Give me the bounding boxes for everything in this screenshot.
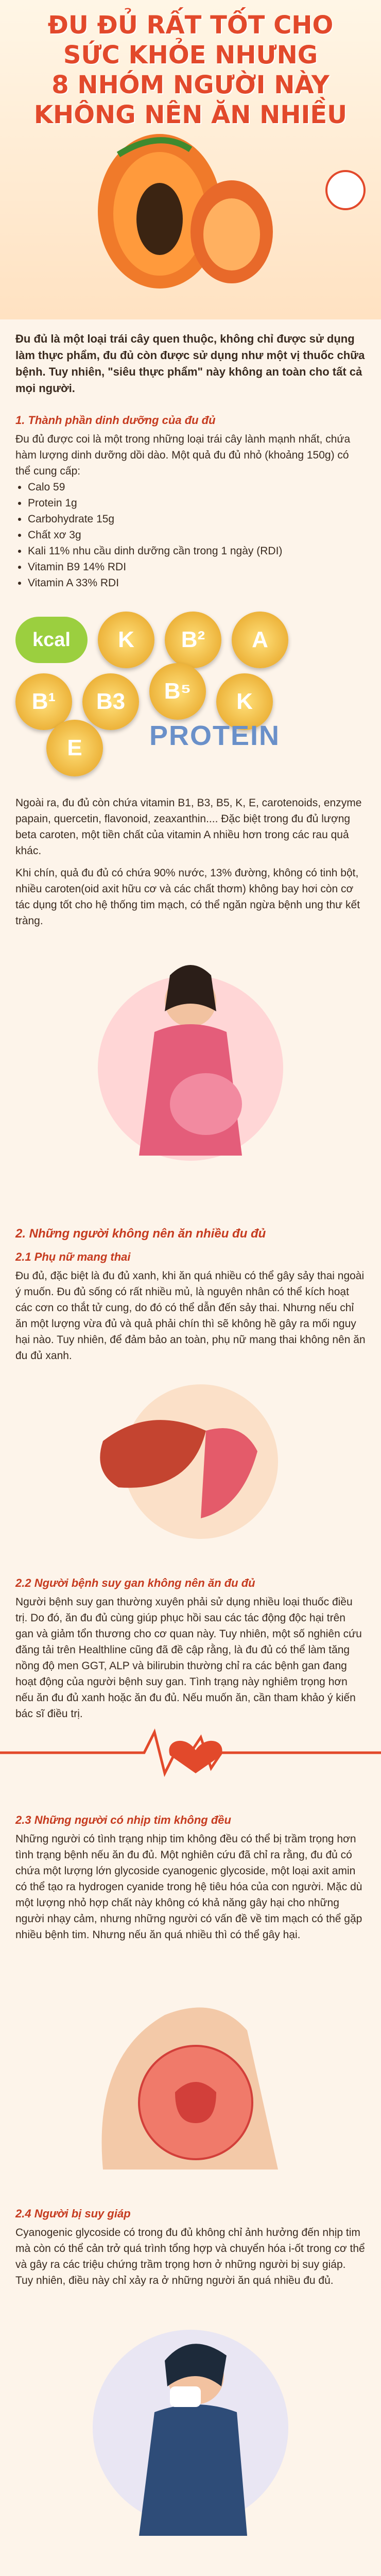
allergy-woman-illustration — [82, 2299, 299, 2556]
thyroid-illustration — [62, 1953, 319, 2180]
vitamin-badge: B¹ — [15, 673, 72, 730]
section-title: 1. Thành phần dinh dưỡng của đu đủ — [15, 414, 216, 427]
subsection-title: 2.2 Người bệnh suy gan không nên ăn đu đủ — [15, 1577, 255, 1589]
papaya-illustration — [57, 108, 324, 294]
intro-text: Đu đủ là một loại trái cây quen thuộc, không chỉ được sử dụng làm thực phẩm, đu đủ còn được sử dụng như một vị thuốc chữa bệnh. Tuy nhiên, "siêu thực phẩm" này không an toàn cho tất cả mọi người. — [15, 332, 365, 395]
vitamin-badge: K — [216, 673, 273, 730]
section-thyroid — [0, 2190, 381, 2289]
liver-illustration — [72, 1374, 309, 1549]
logo-seal — [325, 170, 366, 210]
title-line: KHÔNG NÊN ĂN NHIỀU — [33, 100, 348, 129]
vitamin-badge: A — [232, 612, 288, 668]
list-item: • Carbohydrate 15g — [28, 511, 366, 527]
vitamin-badge: B3 — [82, 673, 139, 730]
list-item: • Chất xơ 3g — [28, 527, 366, 543]
vitamin-badge: B² — [165, 612, 221, 668]
paragraph: Đu đủ được coi là một trong những loại trái cây lành mạnh nhất, chứa hàm lượng dinh dưỡng dồi dào. Một quả đu đủ nhỏ (khoảng 150g) có thể cung cấp: — [15, 433, 351, 477]
paragraph: Cyanogenic glycoside có trong đu đủ không chỉ ảnh hưởng đến nhịp tim mà còn có thể cản trở quá trình tổng hợp và chuyển hóa i-ốt trong cơ thể và gây ra các triệu chứng trầm trọng hơn ở những người bị suy giáp. Tuy nhiên, điều này chỉ xảy ra ở những người ăn quá nhiều đu đủ. — [15, 2227, 365, 2286]
section-nutrition-extra — [0, 787, 381, 929]
nutrition-list — [15, 479, 366, 591]
list-item: • Kali 11% nhu cầu dinh dưỡng cần trong 1 ngày (RDI) — [28, 543, 366, 559]
list-item: • Protein 1g — [28, 495, 366, 511]
paragraph: Khi chín, quả đu đủ có chứa 90% nước, 13% đường, không có tinh bột, nhiều caroten(oid axit hữu cơ và các chất thơm) không bay hơi còn cơ tác dụng tốt cho hệ thống tim mạch, có thể ngăn ngừa bệnh ung thư kết tràng. — [15, 867, 360, 927]
vitamin-badge: E — [46, 720, 103, 776]
title-line: ĐU ĐỦ RẤT TỐT CHO — [47, 11, 334, 40]
list-item: • Vitamin B9 14% RDI — [28, 559, 366, 575]
subsection-title: 2.3 Những người có nhịp tim không đều — [15, 1814, 231, 1826]
kcal-badge: kcal — [15, 617, 88, 663]
vitamin-badge: B⁵ — [149, 663, 206, 720]
paragraph: Đu đủ, đặc biệt là đu đủ xanh, khi ăn quá nhiều có thể gây sảy thai ngoài ý muốn. Đu đủ sống có rất nhiều mủ, là nguyên nhân có thể kích hoạt các cơn co thắt tử cung, do đó có thể dẫn đến sảy thai. Nhưng nếu chỉ ăn một lượng vừa đủ và quả phải chín thì sẽ không hề gây ra mối nguy hại nào. Tuy nhiên, để đảm bảo an toàn, phụ nữ mang thai không nên ăn đu đủ xanh. — [15, 1270, 366, 1362]
paragraph: Ngoài ra, đu đủ còn chứa vitamin B1, B3, B5, K, E, carotenoids, enzyme papain, quercetin, flavonoid, zeaxanthin.... Đặc biệt trong đu đủ lượng beta caroten, một tiền chất của vitamin A nhiều hơn trong các rau quả khác. — [15, 797, 362, 857]
subsection-title: 2.1 Phụ nữ mang thai — [15, 1250, 131, 1263]
section-people — [0, 1207, 381, 1364]
paragraph: Người bệnh suy gan thường xuyên phải sử dụng nhiều loại thuốc điều trị. Do đó, ăn đu đủ cùng giúp phục hồi sau các tác động độc hại trên gan và giảm tổn thương cho cơ quan này. Tuy nhiên, một số nghiên cứu đăng tải trên Healthline cũng đã đề cập rằng, là đu đủ có thể làm tăng nồng độ men GGT, ALP và bilirubin thường chỉ ra các bệnh gan đang hoạt động của người bệnh suy gan. Tình trạng này nghiêm trọng hơn nếu ăn đu đủ xanh hoặc ăn đu đủ. Nếu muốn ăn, cần tham khảo ý kiến bác sĩ điều trị. — [15, 1596, 362, 1720]
list-item: • Vitamin A 33% RDI — [28, 575, 366, 591]
section-liver — [0, 1560, 381, 1722]
paragraph: Những người có tình trạng nhịp tim không đều có thể bị trầm trọng hơn tình trạng bệnh nếu ăn đu đủ. Một nghiên cứu đã chỉ ra rằng, đu đủ có chứa một lượng lớn glycoside cyanogenic glycoside, một loại axit amin có thể tạo ra hydrogen cyanide trong hệ tiêu hóa của con người. Mặc dù một lượng nhỏ hợp chất này không có khả năng gây hại cho những người nhạy cảm, nhưng những người có vấn đề về tim mạch có thể gặp nhiều bệnh tim. Nhưng nếu ăn quá nhiều thì có thể gây hại. — [15, 1833, 362, 1941]
section-title: 2. Những người không nên ăn nhiều đu đủ — [15, 1227, 266, 1241]
section-allergy — [0, 2567, 381, 2576]
section-nutrition — [0, 397, 381, 591]
list-item: • Calo 59 — [28, 479, 366, 495]
protein-label: PROTEIN — [149, 720, 281, 751]
hero-banner — [0, 0, 381, 319]
pregnant-woman-illustration — [88, 939, 293, 1197]
section-heart — [0, 1797, 381, 1943]
title-line: SỨC KHỎE NHƯNG — [63, 41, 318, 70]
title-line: 8 NHÓM NGƯỜI NÀY — [51, 71, 330, 99]
subsection-title: 2.4 Người bị suy giáp — [15, 2207, 131, 2220]
vitamin-graphic — [15, 601, 366, 776]
heartbeat-icon — [0, 1722, 381, 1784]
vitamin-badge: K — [98, 612, 154, 668]
